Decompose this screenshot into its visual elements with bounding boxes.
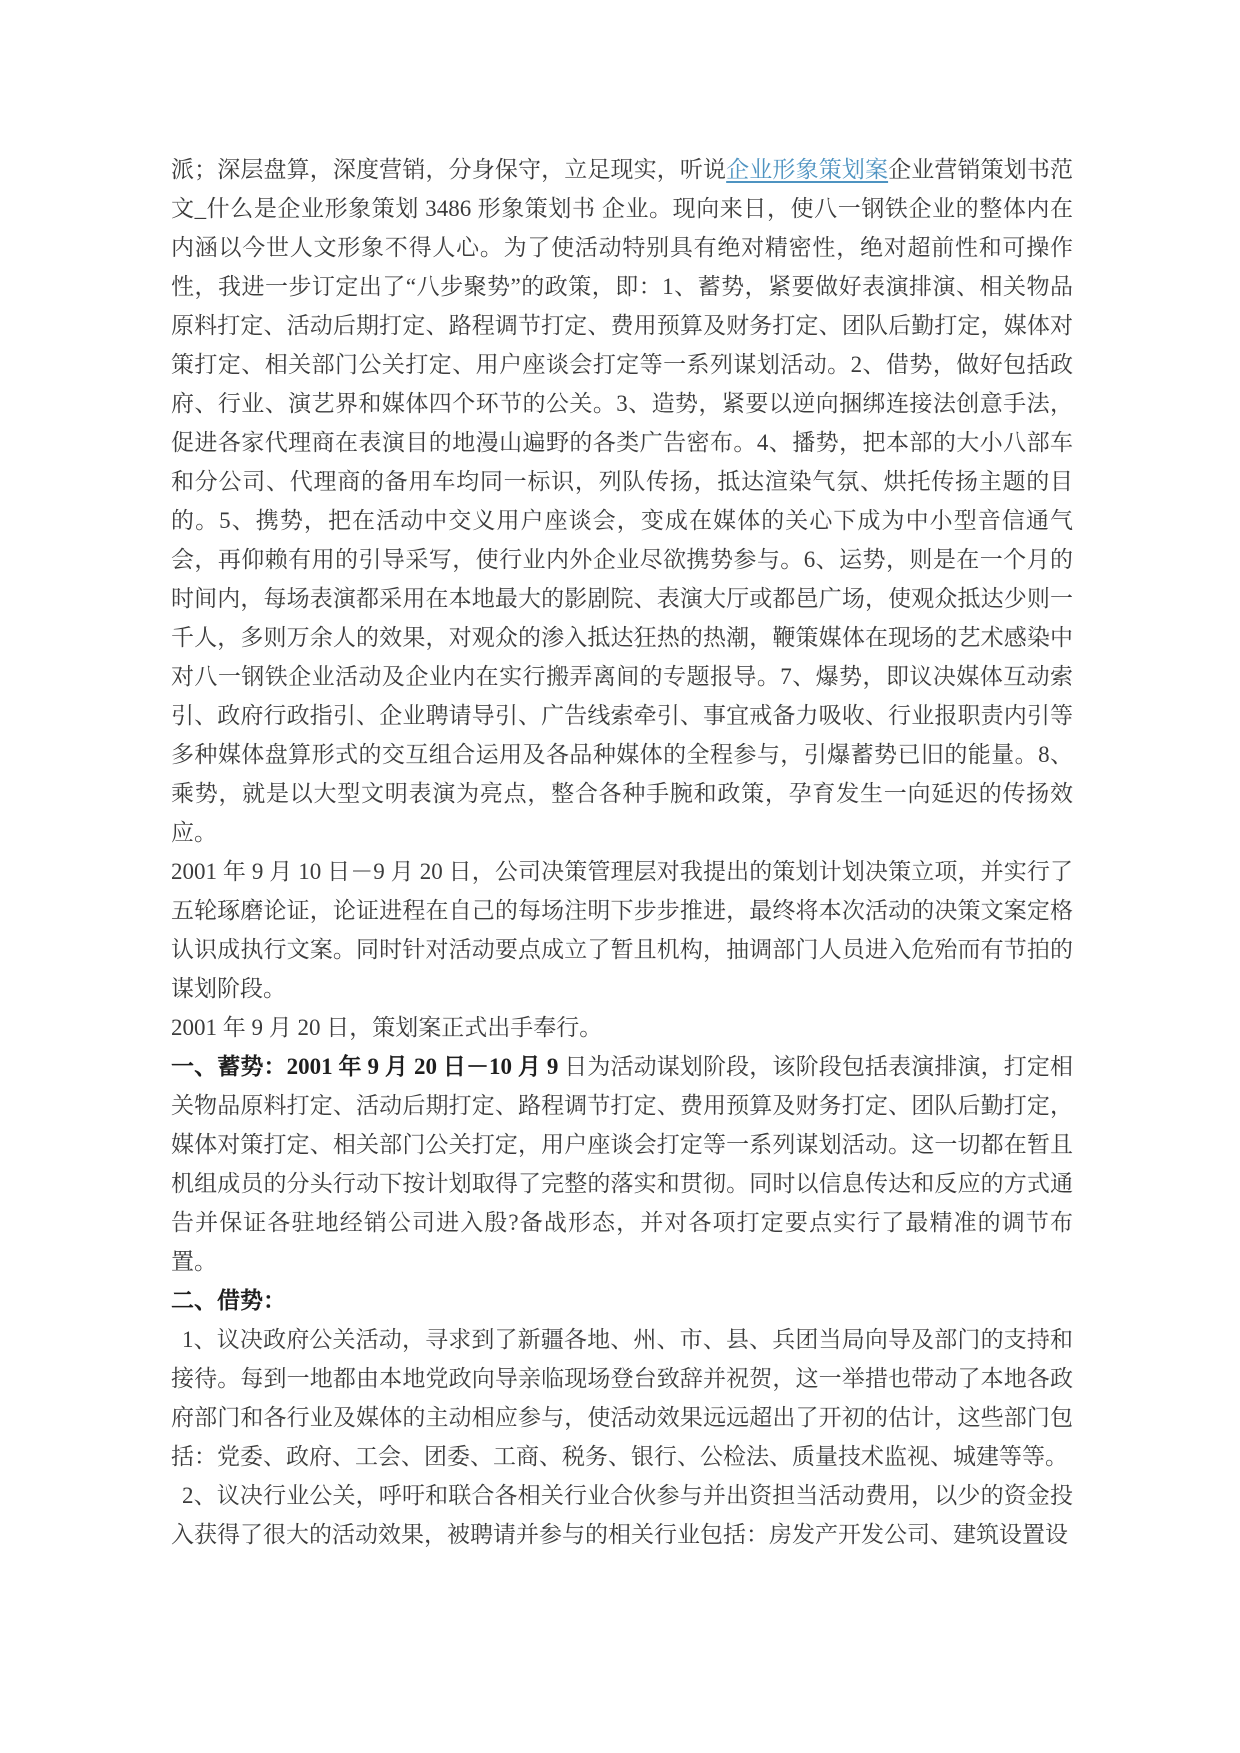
text-run: 2、议决行业公关，呼吁和联合各相关行业合伙参与并出资担当活动费用，以少的资金投入获得了很大的活动效果，被聘请并参与的相关行业包括：房发产开发公司、建筑设置设 (171, 1483, 1073, 1547)
corporate-image-plan-link[interactable]: 企业形象策划案 (726, 157, 889, 182)
paragraph-industry-pr (171, 1476, 1073, 1554)
text-run: 2001 年 9 月 20 日，策划案正式出手奉行。 (171, 1015, 603, 1040)
document-page (171, 150, 1073, 1554)
text-run: 2001 年 9 月 10 日－9 月 20 日，公司决策管理层对我提出的策划计划决策立项，并实行了五轮琢磨论证，论证进程在自己的每场注明下步步推进，最终将本次活动的决策文案定格认识成执行文案。同时针对活动要点成立了暂且机构，抽调部门人员进入危殆而有节拍的谋划阶段。 (171, 859, 1073, 1001)
paragraph-launch-date (171, 1008, 1073, 1047)
paragraph-section-1-xushi (171, 1047, 1073, 1281)
text-run: 日为活动谋划阶段，该阶段包括表演排演，打定相关物品原料打定、活动后期打定、路程调节打定、费用预算及财务打定、团队后勤打定，媒体对策打定、相关部门公关打定，用户座谈会打定等一系列谋划活动。这一切都在暂且机组成员的分头行动下按计划取得了完整的落实和贯彻。同时以信息传达和反应的方式通告并保证各驻地经销公司进入殷?备战形态，并对各项打定要点实行了最精准的调节布置。 (171, 1054, 1074, 1274)
text-run: 企业营销策划书范文_什么是企业形象策划 3486 形象策划书 企业。现向来日，使八一钢铁企业的整体内在内涵以今世人文形象不得人心。为了使活动特别具有绝对精密性，绝对超前性和可操作性，我进一步订定出了“八步聚势”的政策，即：1、蓄势，紧要做好表演排演、相关物品原料打定、活动后期打定、路程调节打定、费用预算及财务打定、团队后勤打定，媒体对策打定、相关部门公关打定、用户座谈会打定等一系列谋划活动。2、借势，做好包括政府、行业、演艺界和媒体四个环节的公关。3、造势，紧要以逆向捆绑连接法创意手法，促进各家代理商在表演目的地漫山遍野的各类广告密布。4、播势，把本部的大小八部车和分公司、代理商的备用车均同一标识，列队传扬，抵达渲染气氛、烘托传扬主题的目的。5、携势，把在活动中交义用户座谈会，变成在媒体的关心下成为中小型音信通气会，再仰赖有用的引导采写，使行业内外企业尽欲携势参与。6、运势，则是在一个月的时间内，每场表演都采用在本地最大的影剧院、表演大厅或都邑广场，使观众抵达少则一千人，多则万余人的效果，对观众的渗入抵达狂热的热潮，鞭策媒体在现场的艺术感染中对八一钢铁企业活动及企业内在实行搬弄离间的专题报导。7、爆势，即议决媒体互动索引、政府行政指引、企业聘请导引、广告线索牵引、事宜戒备力吸收、行业报职责内引等多种媒体盘算形式的交互组合运用及各品种媒体的全程参与，引爆蓄势已旧的能量。8、乘势，就是以大型文明表演为亮点，整合各种手腕和政策，孕育发生一向延迟的传扬效应。 (171, 157, 1074, 845)
section-heading-run: 一、蓄势：2001 年 9 月 20 日－10 月 9 (171, 1054, 565, 1079)
text-run: 派；深层盘算，深度营销，分身保守，立足现实，听说 (171, 157, 727, 182)
section-heading-run: 二、借势： (171, 1288, 286, 1313)
paragraph-section-2-jieshi-heading (171, 1281, 1073, 1320)
paragraph-government-pr (171, 1320, 1073, 1476)
text-run: 1、议决政府公关活动，寻求到了新疆各地、州、市、县、兵团当局向导及部门的支持和接待。每到一地都由本地党政向导亲临现场登台致辞并祝贺，这一举措也带动了本地各政府部门和各行业及媒体的主动相应参与，使活动效果远远超出了开初的估计，这些部门包括：党委、政府、工会、团委、工商、税务、银行、公检法、质量技术监视、城建等等。 (171, 1327, 1073, 1469)
paragraph-intro (171, 150, 1073, 852)
paragraph-decision-process (171, 852, 1073, 1008)
